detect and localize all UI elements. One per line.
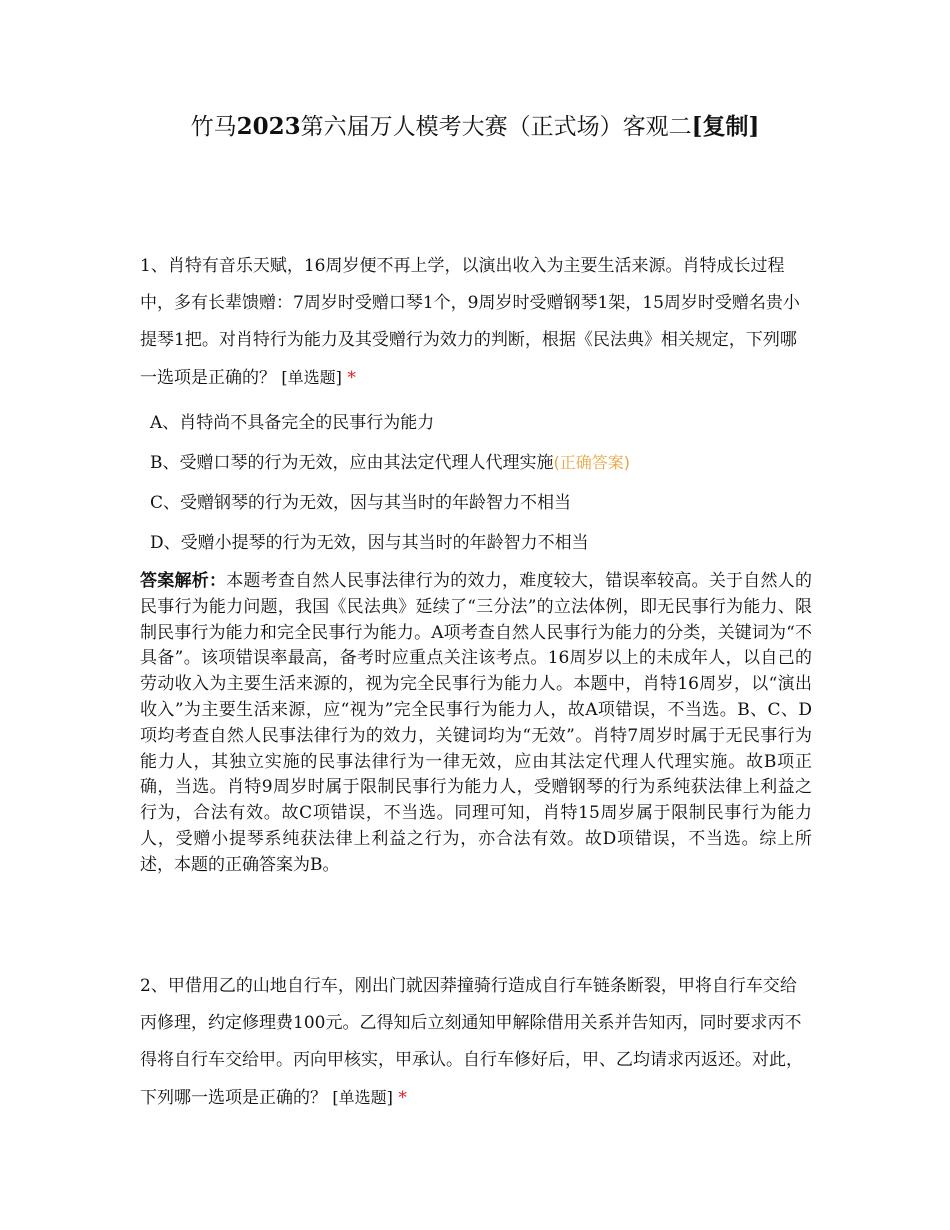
option-a[interactable] bbox=[150, 403, 810, 443]
correct-answer-badge: (正确答案) bbox=[553, 453, 630, 472]
question-1-text bbox=[140, 248, 812, 397]
question-2-text bbox=[140, 968, 812, 1117]
required-mark: * bbox=[398, 1088, 407, 1108]
required-mark: * bbox=[347, 368, 356, 388]
option-a-label: A、肖特尚不具备完全的民事行为能力 bbox=[150, 413, 435, 433]
option-b[interactable] bbox=[150, 443, 810, 483]
analysis-text: 本题考查自然人民事法律行为的效力，难度较大，错误率较高。关于自然人的民事行为能力问题，我国《民法典》延续了“三分法”的立法体例，即无民事行为能力、限制民事行为能力和完全民事行为能力。A项考查自然人民事行为能力的分类，关键词为“不具备”。该项错误率最高，备考时应重点关注该考点。16周岁以上的未成年人，以自己的劳动收入为主要生活来源的，视为完全民事行为能力人。本题中，肖特16周岁，以“演出收入”为主要生活来源，应“视为”完全民事行为能力人，故A项错误，不当选。B、C、D项均考查自然人民事法律行为的效力，关键词均为“无效”。肖特7周岁时属于无民事行为能力人，其独立实施的民事法律行为一律无效，应由其法定代理人代理实施。故B项正确，当选。肖特9周岁时属于限制民事行为能力人，受赠钢琴的行为系纯获法律上利益之行为，合法有效。故C项错误，不当选。同理可知，肖特15周岁属于限制民事行为能力人，受赠小提琴系纯获法律上利益之行为，亦合法有效。故D项错误，不当选。综上所述，本题的正确答案为B。 bbox=[140, 571, 813, 875]
question-1-type: [单选题] bbox=[281, 368, 342, 387]
option-c[interactable] bbox=[150, 483, 810, 523]
title-suffix: [复制] bbox=[691, 113, 760, 140]
question-2-type: [单选题] bbox=[332, 1088, 393, 1107]
option-c-label: C、受赠钢琴的行为无效，因与其当时的年龄智力不相当 bbox=[150, 493, 572, 513]
question-1-body: 1、肖特有音乐天赋，16周岁便不再上学，以演出收入为主要生活来源。肖特成长过程中，多有长辈馈赠：7周岁时受赠口琴1个，9周岁时受赠钢琴1架，15周岁时受赠名贵小提琴1把。对肖特行为能力及其受赠行为效力的判断，根据《民法典》相关规定，下列哪一选项是正确的？ bbox=[140, 256, 800, 388]
title-middle: 第六届万人模考大赛（正式场）客观二 bbox=[300, 114, 692, 140]
title-year: 2023 bbox=[236, 113, 301, 140]
option-b-label: B、受赠口琴的行为无效，应由其法定代理人代理实施 bbox=[150, 453, 554, 473]
title-prefix: 竹马 bbox=[190, 114, 237, 140]
question-1-options bbox=[150, 403, 810, 563]
answer-analysis bbox=[140, 569, 812, 879]
option-d[interactable] bbox=[150, 523, 810, 563]
analysis-label: 答案解析： bbox=[140, 571, 227, 591]
question-2-body: 2、甲借用乙的山地自行车，刚出门就因莽撞骑行造成自行车链条断裂，甲将自行车交给丙修理，约定修理费100元。乙得知后立刻通知甲解除借用关系并告知丙，同时要求丙不得将自行车交给甲。丙向甲核实，甲承认。自行车修好后，甲、乙均请求丙返还。对此，下列哪一选项是正确的？ bbox=[140, 976, 803, 1108]
page-title bbox=[0, 110, 950, 144]
option-d-label: D、受赠小提琴的行为无效，因与其当时的年龄智力不相当 bbox=[150, 533, 589, 553]
